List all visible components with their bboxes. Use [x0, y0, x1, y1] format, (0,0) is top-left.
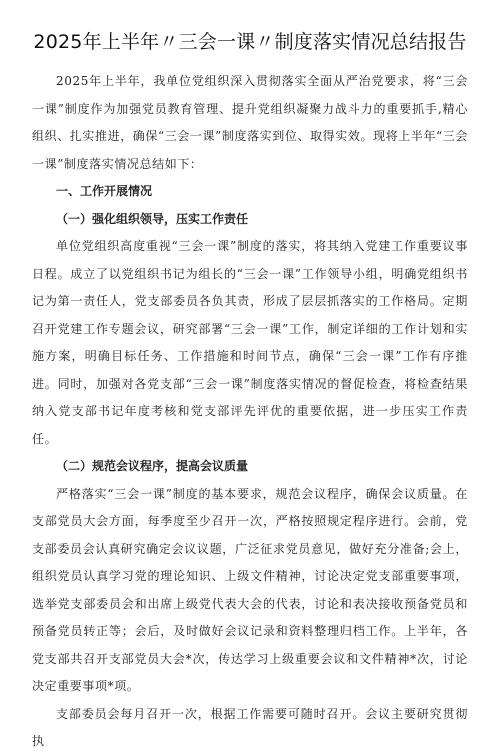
subsection-heading-meetings: （二）规范会议程序，提高会议质量	[56, 459, 249, 473]
subsection-heading-leadership: （一）强化组织领导，压实工作责任	[56, 211, 249, 226]
committee-paragraph: 支部委员会每月召开一次，根据工作需要可随时召开。会议主要研究贯彻执	[32, 706, 468, 748]
intro-paragraph: 2025年上半年，我单位党组织深入贯彻落实全面从严治党要求，将“三会一课”制度作为加强党员教育管理、提升党组织凝聚力战斗力的重要抓手,精心组织、扎实推进，确保“三会一课”制度落实到位、取得实效。现将上半年“三会一课”制度落实情况总结如下：	[32, 74, 469, 171]
document-title: 2025年上半年〃三会一课〃制度落实情况总结报告	[33, 31, 467, 53]
section-heading-work: 一、工作开展情况	[56, 184, 153, 198]
meetings-paragraph: 严格落实“三会一课”制度的基本要求，规范会议程序，确保会议质量。在支部党员大会方面，每季度至少召开一次，严格按照规定程序进行。会前，党支部委员会认真研究确定会议议题，广泛征求党员意见，做好充分准备;会上，组织党员认真学习党的理论知识、上级文件精神，讨论决定党支部重要事项，选举党支部委员会和出席上级党代表大会的代表，讨论和表决接收预备党员和预备党员转正等；会后，及时做好会议记录和资料整理归档工作。上半年，各党支部共召开支部党员大会*次，传达学习上级重要会议和文件精神*次，讨论决定重要事项*项。	[32, 486, 468, 693]
leadership-paragraph: 单位党组织高度重视“三会一课”制度的落实，将其纳入党建工作重要议事日程。成立了以党组织书记为组长的“三会一课”工作领导小组，明确党组织书记为第一责任人，党支部委员各负其责，形成了层层抓落实的工作格局。定期召开党建工作专题会议，研究部署“三会一课”工作，制定详细的工作计划和实施方案，明确目标任务、工作措施和时间节点，确保“三会一课”工作有序推进。同时，加强对各党支部“三会一课”制度落实情况的督促检查，将检查结果纳入党支部书记年度考核和党支部评先评优的重要依据，进一步压实工作责任。	[32, 239, 468, 446]
